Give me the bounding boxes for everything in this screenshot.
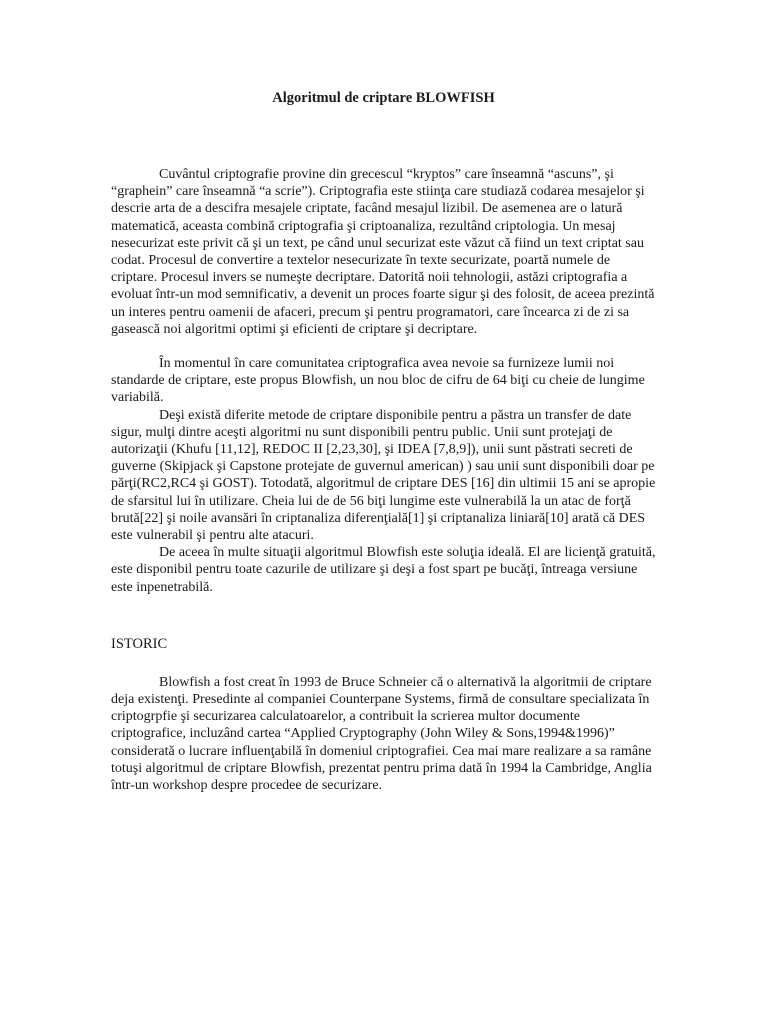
paragraph-blowfish-ideal: De aceea în multe situaţii algoritmul Blowfish este soluţia ideală. El are licienţă gratuită, este disponibil pentru toate cazurile de utilizare şi deşi a fost spart pe bucăţi, întreaga versiune este inpenetrabilă. [111,545,656,595]
document-page [111,88,656,794]
section-heading-istoric: ISTORIC [111,635,168,652]
paragraph-history: Blowfish a fost creat în 1993 de Bruce Schneier că o alternativă la algoritmii de criptare deja existenţi. Presedinte al companiei Counterpane Systems, firmă de consultare specializata în criptogrpfie şi securizarea calculatoarelor, a contribuit la scrierea multor documente criptografice, incluzând cartea “Applied Cryptography (John Wiley & Sons,1994&1996)” considerată o lucrare influenţabilă în domeniul criptografiei. Cea mai mare realizare a sa ramâne totuşi algoritmul de criptare Blowfish, prezentat pentru prima dată în 1994 la Cambridge, Anglia într-un workshop despre procedee de securizare. [111,674,652,794]
paragraph-blowfish-proposal: În momentul în care comunitatea criptografica avea nevoie sa furnizeze lumii noi standarde de criptare, este propus Blowfish, un nou bloc de cifru de 64 biţi cu cheie de lungime variabilă. [111,356,645,406]
paragraph-intro: Cuvântul criptografie provine din grecescul “kryptos” care înseamnă “ascuns”, şi “graphein” care înseamnă “a scrie”). Criptografia este stiinţa care studiază codarea mesajelor şi descrie arta de a descifra mesajele criptate, facând mesajul lizibil. De asemenea are o latură matematică, aceasta combină criptografia şi criptoanaliza, rezultând criptologia. Un mesaj nesecurizat este privit că şi un text, pe când unul securizat este văzut că fiind un text criptat sau codat. Procesul de convertire a textelor nesecurizate în texte securizate, poartă numele de criptare. Procesul invers se numeşte decriptare. Datorită noii tehnologii, astăzi criptografia a evoluat într-un mod semnificativ, a devenit un proces foarte sigur şi des folosit, de aceea prezintă un interes pentru oamenii de afaceri, precum şi pentru programatori, care încearca zi de zi sa gasească noi algoritmi optimi şi eficienti de criptare şi decriptare. [111,167,655,337]
document-title: Algoritmul de criptare BLOWFISH [272,90,495,106]
paragraph-existing-algorithms: Deşi există diferite metode de criptare disponibile pentru a păstra un transfer de date sigur, mulţi dintre aceşti algoritmi nu sunt disponibili pentru public. Unii sunt protejaţi de autorizaţii (Khufu [11,12], REDOC II [2,23,30], şi IDEA [7,8,9]), unii sunt păstrati secreti de guverne (Skipjack şi Capstone protejate de guvernul american) ) sau unii sunt disponibili doar pe părţi(RC2,RC4 şi GOST). Totodată, algoritmul de criptare DES [16] din ultimii 15 ani se apropie de sfarsitul lui în utilizare. Cheia lui de de 56 biţi lungime este vulnerabilă la un atac de forţă brută[22] şi noile avansări în criptanaliza diferenţială[1] şi criptanaliza liniară[10] arată că DES este vulnerabil şi pentru alte atacuri. [111,407,656,544]
